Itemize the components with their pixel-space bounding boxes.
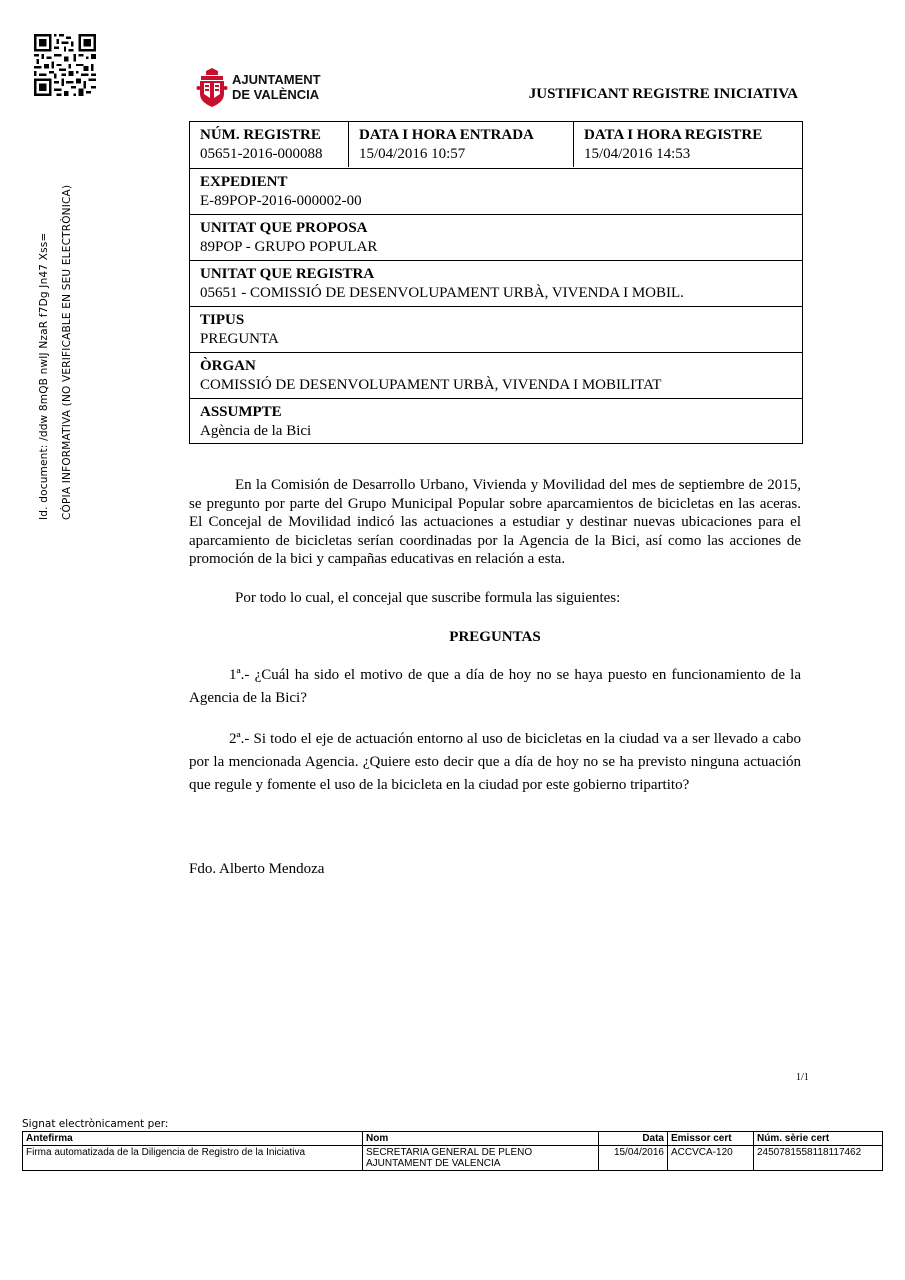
question-2: 2ª.- Si todo el eje de actuación entorno al uso de bicicletas en la ciudad va a ser llevado a cabo por la mencionada Agencia. ¿Quiere esto decir que a día de hoy no se ha previsto ninguna actuación que regule y fomente el uso de la bicicleta en la ciudad por este gobierno tripartito?: [189, 731, 801, 793]
col-serie: Núm. sèrie cert: [754, 1132, 883, 1146]
tipus-row: [190, 306, 802, 352]
organ-value: COMISSIÓ DE DESENVOLUPAMENT URBÀ, VIVENDA I MOBILITAT: [200, 377, 662, 393]
organ-row: [190, 352, 802, 398]
num-registre-label: NÚM. REGISTRE: [200, 127, 321, 143]
signature-table: [22, 1131, 883, 1171]
logo-text: [232, 72, 321, 102]
ajuntament-logo: [196, 68, 336, 108]
unitat-registra-label: UNITAT QUE REGISTRA: [200, 266, 375, 282]
col-data: Data: [599, 1132, 668, 1146]
copy-notice: CÒPIA INFORMATIVA (NO VERIFICABLE EN SEU ELECTRÒNICA): [61, 184, 73, 520]
questions-heading: PREGUNTAS: [449, 629, 541, 645]
question-1: 1ª.- ¿Cuál ha sido el motivo de que a día de hoy no se haya puesto en funcionamiento de la Agencia de la Bici?: [189, 667, 801, 706]
registration-top-row: [190, 122, 802, 168]
col-nom: Nom: [363, 1132, 599, 1146]
data-entrada-value: 15/04/2016 10:57: [359, 146, 466, 162]
signer-name: Fdo. Alberto Mendoza: [189, 861, 325, 877]
signature-row: [23, 1146, 883, 1171]
document-id: Id. document: /ddw 8mQB nwIJ NzaR f7Dg Jn47 Xss=: [38, 232, 50, 520]
qr-code: [34, 34, 96, 96]
expedient-row: [190, 168, 802, 214]
unitat-proposa-value: 89POP - GRUPO POPULAR: [200, 239, 378, 255]
assumpte-row: [190, 398, 802, 443]
data-entrada-cell: [348, 122, 573, 167]
data-value: 15/04/2016: [599, 1146, 668, 1171]
num-registre-cell: [190, 122, 348, 167]
assumpte-value: Agència de la Bici: [200, 423, 312, 439]
data-registre-label: DATA I HORA REGISTRE: [584, 127, 763, 143]
unitat-registra-row: [190, 260, 802, 306]
unitat-registra-value: 05651 - COMISSIÓ DE DESENVOLUPAMENT URBÀ, VIVENDA I MOBIL.: [200, 285, 684, 301]
document-title: JUSTIFICANT REGISTRE INICIATIVA: [528, 86, 798, 102]
document-body: [189, 476, 801, 797]
expedient-value: E-89POP-2016-000002-00: [200, 193, 362, 209]
col-emissor: Emissor cert: [668, 1132, 754, 1146]
nom-line-1: SECRETARIA GENERAL DE PLENO: [366, 1147, 533, 1158]
signature-caption: Signat electrònicament per:: [22, 1118, 169, 1130]
logo-line-1: AJUNTAMENT: [232, 72, 321, 87]
registration-table: [189, 121, 803, 444]
antefirma-value: Firma automatizada de la Diligencia de Registro de la Iniciativa: [23, 1146, 363, 1171]
signature-header-row: [23, 1132, 883, 1146]
serie-value: 2450781558118117462: [754, 1146, 883, 1171]
page-number: 1/1: [796, 1072, 809, 1083]
assumpte-label: ASSUMPTE: [200, 404, 282, 420]
data-registre-value: 15/04/2016 14:53: [584, 146, 691, 162]
nom-value: [363, 1146, 599, 1171]
col-antefirma: Antefirma: [23, 1132, 363, 1146]
tipus-value: PREGUNTA: [200, 331, 279, 347]
data-registre-cell: [573, 122, 802, 167]
emissor-value: ACCVCA-120: [668, 1146, 754, 1171]
nom-line-2: AJUNTAMENT DE VALENCIA: [366, 1158, 501, 1169]
intro-paragraph: En la Comisión de Desarrollo Urbano, Vivienda y Movilidad del mes de septiembre de 2015, se pregunto por parte del Grupo Municipal Popular sobre aparcamientos de bicicletas en las aceras. El Concejal de Movilidad indicó las actuaciones a estudiar y destinar nuevas ubicaciones para el aparcamiento de bicicletas serían coordinadas por la Agencia de la Bici, así como las acciones de promoción de la bici y campañas educativas en relación a esta.: [189, 477, 801, 567]
expedient-label: EXPEDIENT: [200, 174, 288, 190]
city-crest-icon: [196, 68, 228, 108]
lead-paragraph: Por todo lo cual, el concejal que suscribe formula las siguientes:: [235, 589, 621, 606]
logo-line-2: DE VALÈNCIA: [232, 87, 320, 102]
organ-label: ÒRGAN: [200, 358, 256, 374]
unitat-proposa-row: [190, 214, 802, 260]
data-entrada-label: DATA I HORA ENTRADA: [359, 127, 534, 143]
unitat-proposa-label: UNITAT QUE PROPOSA: [200, 220, 368, 236]
num-registre-value: 05651-2016-000088: [200, 146, 323, 162]
tipus-label: TIPUS: [200, 312, 245, 328]
